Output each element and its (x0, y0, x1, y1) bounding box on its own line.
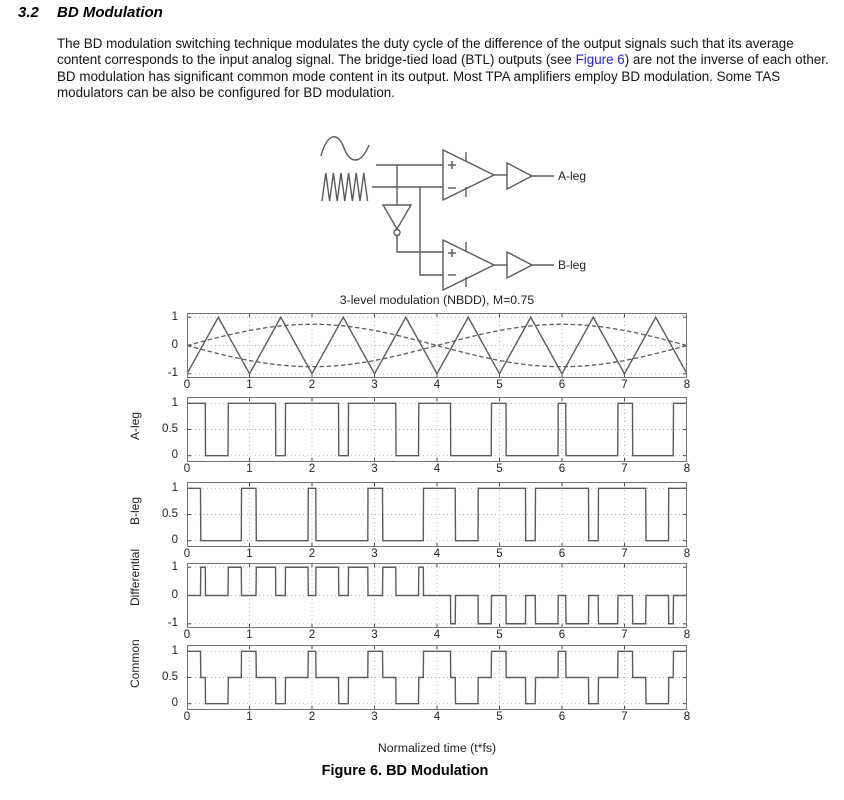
x-tick-label: 2 (308, 629, 316, 641)
y-tick-label: 0 (171, 589, 178, 601)
x-tick-label: 5 (496, 711, 503, 723)
y-tick-label: 0.5 (162, 423, 178, 435)
x-tick-label: 5 (496, 463, 503, 475)
bd-modulation-block-diagram (298, 126, 598, 296)
y-tick-label: 0 (171, 697, 178, 710)
body-paragraph (57, 36, 833, 100)
section-title: BD Modulation (57, 4, 163, 21)
plot-area-modulation (187, 313, 687, 378)
x-tick-label: 8 (683, 463, 691, 475)
x-tick-label: 6 (558, 711, 566, 723)
y-tick-label: 0.5 (162, 671, 178, 683)
y-axis-title: Common (128, 638, 142, 688)
comparator-b-plus-icon (448, 249, 456, 257)
x-tick-label: 3 (371, 463, 378, 475)
x-tick-label: 5 (496, 629, 503, 641)
x-tick-label: 2 (308, 548, 316, 560)
comparator-b-icon (443, 240, 494, 290)
x-tick-label: 6 (558, 379, 566, 391)
x-tick-label: 4 (433, 711, 441, 723)
x-tick-label: 6 (558, 548, 566, 560)
y-tick-label: 0 (171, 534, 178, 547)
x-tick-label: 1 (246, 379, 253, 391)
x-tick-label: 2 (308, 379, 316, 391)
y-axis-title: B-leg (128, 496, 142, 525)
x-tick-label: 6 (558, 629, 566, 641)
y-axis-title: A-leg (128, 411, 142, 440)
x-tick-label: 0 (183, 629, 191, 641)
x-tick-label: 1 (246, 548, 253, 560)
x-tick-label: 3 (371, 629, 378, 641)
y-tick-label: 1 (171, 644, 178, 657)
x-tick-label: 4 (433, 379, 441, 391)
x-tick-label: 4 (433, 629, 441, 641)
section-number: 3.2 (18, 4, 39, 21)
x-tick-label: 7 (621, 548, 628, 560)
x-tick-label: 8 (683, 379, 691, 391)
x-axis-label: Normalized time (t*fs) (377, 741, 497, 755)
y-tick-label: 0 (171, 449, 178, 462)
a-leg-label: A-leg (558, 169, 587, 183)
y-tick-label: 1 (171, 481, 178, 494)
inverter-bubble-icon (394, 230, 400, 236)
x-tick-labels (183, 379, 691, 394)
x-tick-label: 8 (683, 711, 691, 723)
y-tick-label: 1 (171, 396, 178, 409)
x-tick-label: 1 (246, 711, 253, 723)
x-tick-label: 7 (621, 463, 628, 475)
y-tick-labels (147, 310, 183, 380)
y-tick-labels (147, 560, 183, 630)
x-tick-label: 3 (371, 379, 378, 391)
b-leg-label: B-leg (558, 258, 587, 272)
paragraph-text-before: The BD modulation switching technique modulates the duty cycle of the difference of the output signals such that its average content corresponds to the input analog signal. The bridge-tied load (BTL) outputs (see (57, 36, 794, 68)
x-tick-labels (183, 629, 691, 644)
y-tick-label: -1 (167, 367, 178, 380)
x-tick-label: 4 (433, 463, 441, 475)
x-tick-label: 8 (683, 548, 691, 560)
plot-title: 3-level modulation (NBDD), M=0.75 (339, 293, 535, 307)
y-tick-label: 0.5 (162, 508, 178, 520)
inverter-icon (383, 205, 411, 229)
x-tick-label: 6 (558, 463, 566, 475)
buffer-b-icon (507, 252, 532, 278)
x-tick-label: 3 (371, 548, 378, 560)
x-tick-labels (183, 463, 691, 478)
y-tick-label: 1 (171, 560, 178, 573)
figure-6-link[interactable]: Figure 6 (575, 52, 625, 68)
x-tick-label: 3 (371, 711, 378, 723)
plot-panel-a-leg (128, 396, 691, 475)
plot-panel-modulation (167, 310, 691, 391)
paragraph-text-after: ) are not the inverse of each other. BD modulation has significant common mode content in its output. Most TPA amplifiers employ BD modulation. Some TAS modulators can be also be configured for BD modulation. (57, 52, 829, 100)
plot-panel-differential (128, 548, 691, 641)
x-tick-label: 1 (246, 629, 253, 641)
plot-panel-b-leg (128, 481, 691, 560)
x-tick-label: 0 (183, 711, 191, 723)
x-tick-labels (183, 711, 691, 726)
x-tick-label: 2 (308, 711, 316, 723)
x-tick-label: 0 (183, 463, 191, 475)
carrier-branch-wire (420, 187, 443, 275)
x-tick-label: 5 (496, 548, 503, 560)
x-tick-label: 1 (246, 463, 253, 475)
x-tick-label: 7 (621, 711, 628, 723)
y-tick-labels (147, 397, 183, 462)
buffer-a-icon (507, 163, 532, 189)
comparator-a-plus-icon (448, 161, 456, 169)
plot-area-a-leg (187, 397, 687, 462)
plot-area-b-leg (187, 482, 687, 547)
x-tick-label: 8 (683, 629, 691, 641)
y-tick-labels (147, 645, 183, 710)
plot-area-differential (187, 563, 687, 628)
x-tick-label: 0 (183, 548, 191, 560)
x-tick-label: 5 (496, 379, 503, 391)
x-tick-label: 0 (183, 379, 191, 391)
x-tick-label: 2 (308, 463, 316, 475)
triangle-wave-icon (322, 173, 368, 201)
figure-caption: Figure 6. BD Modulation (321, 763, 489, 779)
y-tick-label: 0 (171, 339, 178, 351)
plot-area-common (187, 645, 687, 710)
y-tick-label: 1 (171, 310, 178, 323)
x-tick-label: 7 (621, 379, 628, 391)
y-axis-title: Differential (128, 548, 142, 606)
x-tick-labels (183, 548, 691, 563)
x-tick-label: 4 (433, 548, 441, 560)
x-tick-label: 7 (621, 629, 628, 641)
plot-panel-common (128, 638, 691, 723)
y-tick-label: -1 (167, 617, 178, 630)
y-tick-labels (147, 482, 183, 547)
sine-wave-icon (321, 137, 369, 160)
comparator-a-icon (443, 150, 494, 200)
